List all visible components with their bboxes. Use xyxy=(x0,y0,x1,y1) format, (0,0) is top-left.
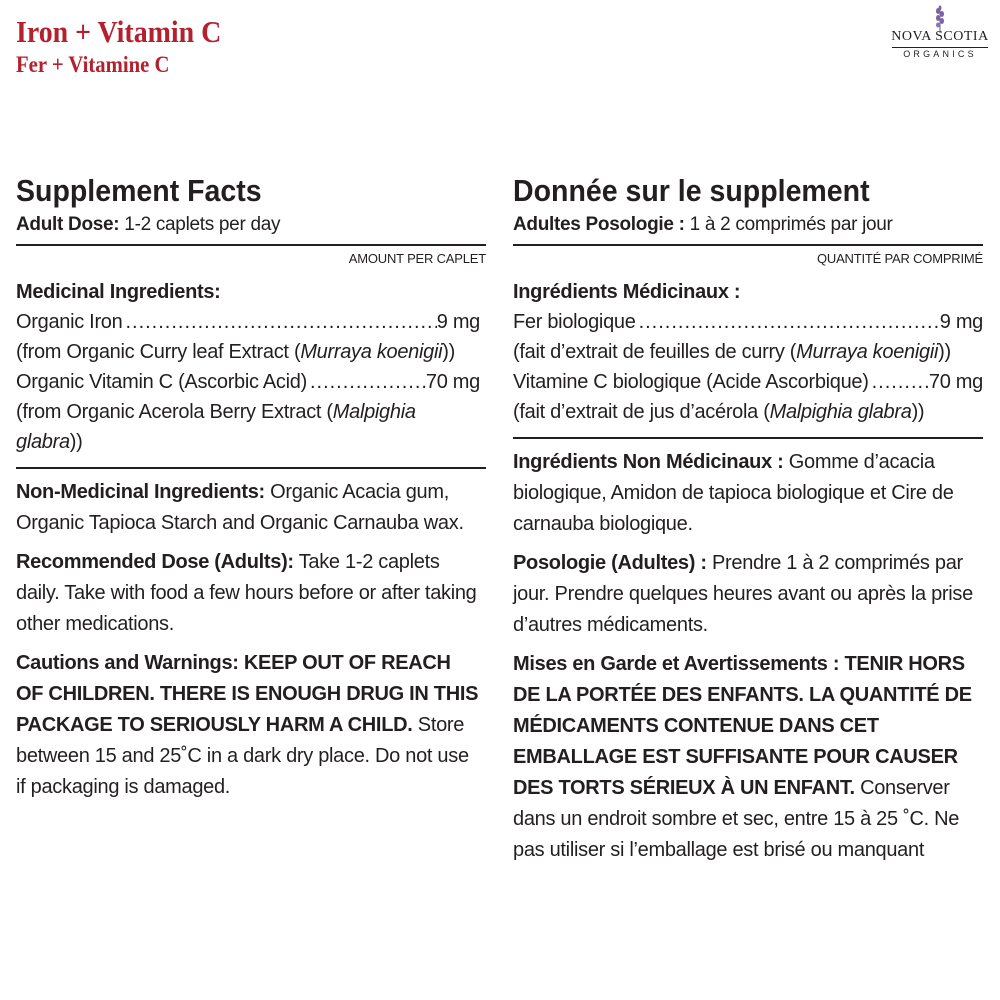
divider xyxy=(513,437,983,439)
dose-value: 1 à 2 comprimés par jour xyxy=(689,214,893,235)
product-title-english: Iron + Vitamin C xyxy=(16,14,222,49)
ingredient-row xyxy=(16,307,480,337)
source-text: (from Organic Acerola Berry Extract ( xyxy=(16,401,333,423)
supplement-facts-english xyxy=(16,172,486,803)
logo-divider xyxy=(892,47,988,48)
adult-dose-line xyxy=(513,212,983,238)
product-title-french: Fer + Vitamine C xyxy=(16,52,170,77)
brand-logo xyxy=(890,5,990,63)
non-medicinal-ingredients xyxy=(16,477,480,539)
dose-label: Adult Dose: xyxy=(16,214,120,235)
source-close: )) xyxy=(69,431,83,453)
recommended-dose xyxy=(16,547,480,640)
medicinal-heading: Medicinal Ingredients: xyxy=(16,281,221,303)
non-medicinal-label: Ingrédients Non Médicinaux : xyxy=(513,451,784,473)
ingredient-row xyxy=(513,307,983,337)
recommended-dose xyxy=(513,548,983,641)
ingredient-name: Fer biologique xyxy=(513,311,636,333)
supplement-facts-french xyxy=(513,172,983,866)
logo-wordmark-bottom: ORGANICS xyxy=(903,49,977,59)
recommended-dose-label: Recommended Dose (Adults): xyxy=(16,551,294,573)
ingredient-source xyxy=(513,337,983,367)
recommended-dose-text: Take 1-2 caplets daily. Take with food a few hours before or after taking other medications. xyxy=(16,551,477,635)
non-medicinal-ingredients xyxy=(513,447,983,540)
adult-dose-line xyxy=(16,212,486,238)
ingredient-row xyxy=(16,367,480,397)
cautions-bold: Mises en Garde et Avertissements : TENIR HORS DE LA PORTÉE DES ENFANTS. LA QUANTITÉ DE MÉDICAMENTS CONTENUE DANS CET EMBALLAGE EST SUFFISANTE POUR CAUSER DES TORTS SÉRIEUX À UN ENFANT. xyxy=(513,653,972,799)
non-medicinal-label: Non-Medicinal Ingredients: xyxy=(16,481,265,503)
amount-header: QUANTITÉ PAR COMPRIMÉ xyxy=(816,251,983,266)
latin-name: Murraya koenigii xyxy=(796,341,939,363)
recommended-dose-label: Posologie (Adultes) : xyxy=(513,552,707,574)
facts-heading: Donnée sur le supplement xyxy=(513,173,870,208)
amount-header: AMOUNT PER CAPLET xyxy=(348,251,486,266)
ingredient-source xyxy=(513,397,983,427)
medicinal-heading: Ingrédients Médicinaux : xyxy=(513,281,741,303)
ingredient-name: Vitamine C biologique (Acide Ascorbique) xyxy=(513,371,869,393)
ingredient-name: Organic Vitamin C (Ascorbic Acid) xyxy=(16,371,307,393)
ingredient-amount: 9 mg xyxy=(436,311,480,333)
divider xyxy=(16,467,486,469)
dot-leader xyxy=(122,307,436,337)
dot-leader xyxy=(869,367,929,397)
source-close: )) xyxy=(911,401,925,423)
ingredient-source xyxy=(16,397,480,457)
ingredient-row xyxy=(513,367,983,397)
source-close: )) xyxy=(938,341,951,363)
storage-text: Conserver dans un endroit sombre et sec, entre 15 à 25 ˚C. Ne pas utiliser si l’emballage est brisé ou manquant xyxy=(513,777,960,861)
latin-name: Murraya koenigii xyxy=(300,341,443,363)
latin-name: Malpighia glabra xyxy=(769,401,912,423)
ingredient-name: Organic Iron xyxy=(16,311,123,333)
ingredient-amount: 70 mg xyxy=(425,371,480,393)
ingredient-amount: 70 mg xyxy=(928,371,983,393)
dose-label: Adultes Posologie : xyxy=(513,214,685,235)
ingredient-amount: 9 mg xyxy=(939,311,983,333)
source-text: (fait d’extrait de jus d’acérola ( xyxy=(513,401,770,423)
cautions-warnings xyxy=(513,649,983,866)
latin-name: Malpighia glabra xyxy=(16,401,416,453)
ingredient-source xyxy=(16,337,480,367)
non-medicinal-text: Gomme d’acacia biologique, Amidon de tapioca biologique et Cire de carnauba biologique. xyxy=(513,451,954,535)
source-close: )) xyxy=(442,341,455,363)
source-text: (fait d’extrait de feuilles de curry ( xyxy=(513,341,797,363)
dot-leader xyxy=(307,367,426,397)
dot-leader xyxy=(636,307,940,337)
logo-wordmark-top: NOVA SCOTIA xyxy=(891,29,989,44)
cautions-warnings xyxy=(16,648,480,803)
non-medicinal-text: Organic Acacia gum, Organic Tapioca Starch and Organic Carnauba wax. xyxy=(16,481,464,534)
dose-value: 1-2 caplets per day xyxy=(124,214,281,235)
cautions-bold: Cautions and Warnings: KEEP OUT OF REACH OF CHILDREN. THERE IS ENOUGH DRUG IN THIS PACKAGE TO SERIOUSLY HARM A CHILD. xyxy=(16,652,479,736)
storage-text: Store between 15 and 25˚C in a dark dry place. Do not use if packaging is damaged. xyxy=(16,714,469,798)
facts-heading: Supplement Facts xyxy=(16,173,262,208)
source-text: (from Organic Curry leaf Extract ( xyxy=(16,341,301,363)
recommended-dose-text: Prendre 1 à 2 comprimés par jour. Prendre quelques heures avant ou après la prise d’autres médicaments. xyxy=(513,552,973,636)
